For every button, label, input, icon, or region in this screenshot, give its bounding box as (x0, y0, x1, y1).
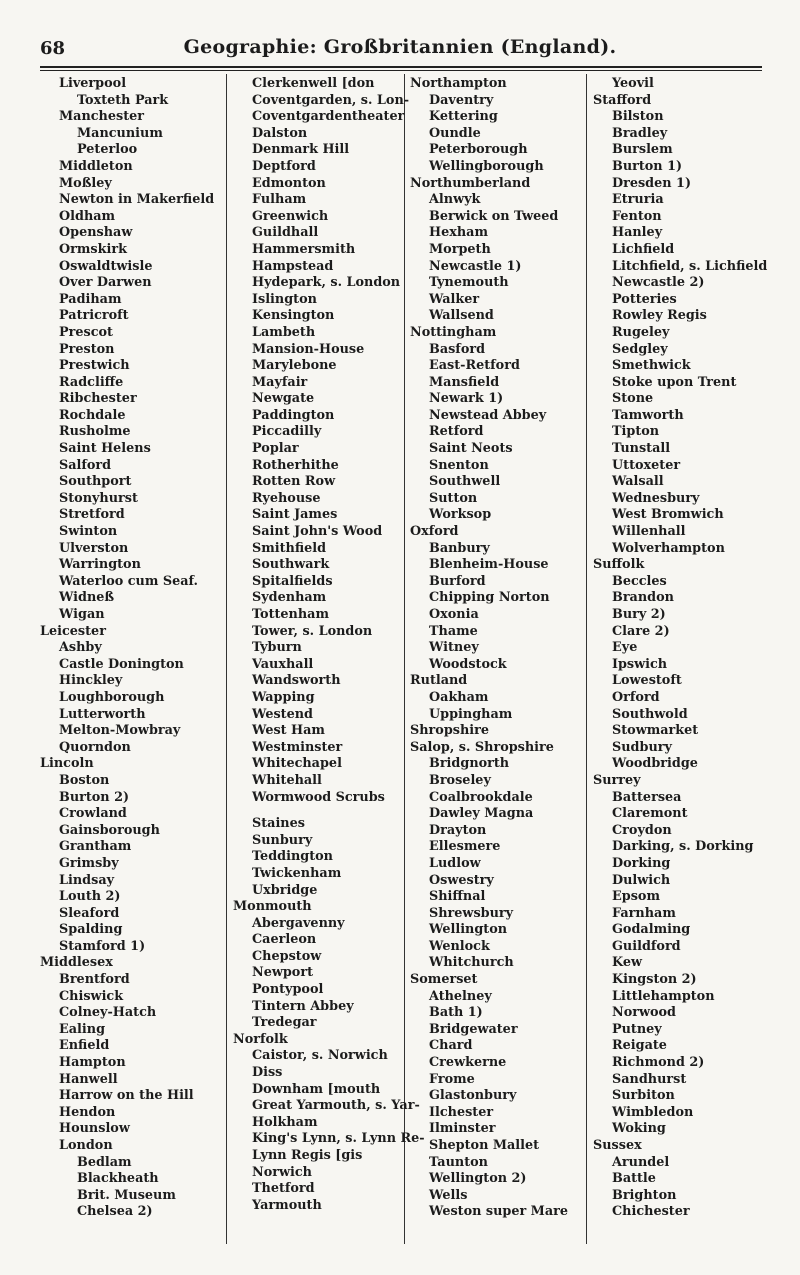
place-entry: Shepton Mallet (429, 1138, 540, 1153)
place-entry: Norwich (252, 1164, 312, 1180)
place-entry: Over Darwen (59, 275, 152, 291)
place-entry: Tintern Abbey (252, 998, 354, 1014)
place-entry: Claremont (612, 806, 688, 822)
place-entry: Whitchurch (429, 955, 514, 971)
place-entry: Moßley (59, 175, 112, 191)
place-entry: Woodbridge (612, 756, 698, 772)
place-entry: Thetford (252, 1181, 315, 1197)
county-heading: Middlesex (40, 955, 113, 971)
place-entry: East-Retford (429, 358, 520, 374)
place-entry: Burton 1) (612, 158, 683, 174)
place-entry: Uppingham (429, 706, 513, 722)
place-entry: Southwell (429, 474, 501, 490)
place-entry: Stretford (59, 507, 125, 523)
place-entry: Sunbury (252, 832, 313, 848)
place-entry: Pontypool (252, 982, 324, 998)
place-entry: Diss (252, 1065, 283, 1081)
place-entry: Yeovil (612, 76, 654, 91)
place-entry: Wormwood Scrubs (252, 789, 385, 805)
place-entry: Saint Neots (429, 441, 513, 457)
place-entry: Spitalfields (252, 573, 333, 589)
place-entry: Guildhall (252, 225, 319, 241)
county-heading: Salop, s. Shropshire (410, 739, 554, 755)
place-entry: Grimsby (59, 855, 119, 871)
place-entry: Staines (252, 816, 305, 832)
place-entry: Yarmouth (252, 1197, 322, 1213)
place-entry: Peterborough (429, 142, 528, 158)
place-entry: Hanwell (59, 1071, 118, 1087)
place-entry: Paddington (252, 407, 335, 423)
place-entry: Rotten Row (252, 474, 336, 490)
column-divider (586, 74, 587, 1244)
place-entry: Coalbrookdale (429, 789, 533, 805)
county-heading: Northampton (410, 76, 507, 91)
place-entry: Rowley Regis (612, 308, 707, 324)
place-entry: Southwold (612, 706, 688, 722)
place-entry: Castle Donington (59, 656, 184, 672)
place-entry: Tynemouth (429, 275, 509, 291)
place-entry: Sydenham (252, 590, 327, 606)
place-entry: Crewkerne (429, 1055, 507, 1071)
place-entry: Woking (612, 1121, 666, 1137)
place-entry: Quorndon (59, 739, 131, 755)
place-entry: Mansion-House (252, 341, 365, 357)
page-number: 68 (40, 38, 66, 59)
county-heading: Suffolk (593, 557, 645, 573)
place-entry: Hammersmith (252, 241, 356, 257)
place-entry: Bath 1) (429, 1005, 483, 1021)
place-entry: Potteries (612, 291, 677, 307)
place-entry: Sandhurst (612, 1071, 687, 1087)
place-entry: Boston (59, 772, 110, 788)
place-entry: Tunstall (612, 441, 671, 457)
sub-place-entry: Blackheath (77, 1171, 159, 1187)
header-rule (40, 66, 762, 71)
place-entry: Hampton (59, 1055, 126, 1071)
county-heading: Oxford (410, 524, 459, 540)
place-entry: Norwood (612, 1005, 677, 1021)
place-entry: Tredegar (252, 1015, 317, 1031)
place-entry: Uttoxeter (612, 457, 681, 473)
county-heading: Northumberland (410, 175, 531, 191)
place-entry: Lutterworth (59, 706, 146, 722)
place-entry: Daventry (429, 92, 494, 108)
place-entry: Harrow on the Hill (59, 1088, 194, 1104)
place-entry: Athelney (429, 988, 492, 1004)
place-entry: Ryehouse (252, 490, 321, 506)
sub-place-entry: Chelsea 2) (77, 1204, 153, 1220)
place-entry: Brentford (59, 972, 130, 988)
place-entry: Thame (429, 623, 478, 639)
place-entry: Berwick on Tweed (429, 208, 559, 224)
place-entry: Vauxhall (252, 656, 314, 672)
county-heading: Leicester (40, 623, 106, 639)
place-entry: Drayton (429, 822, 487, 838)
place-entry: Newport (252, 965, 313, 981)
place-entry: Chichester (612, 1204, 690, 1220)
county-heading: Nottingham (410, 324, 497, 340)
place-entry: Ashby (59, 640, 102, 656)
place-entry: Grantham (59, 839, 132, 855)
place-entry: Broseley (429, 772, 491, 788)
county-heading: Surrey (593, 772, 641, 788)
place-entry: Farnham (612, 905, 676, 921)
column-divider (226, 74, 227, 1244)
place-entry: Wells (429, 1187, 468, 1203)
place-entry: Poplar (252, 441, 299, 457)
place-entry: Burton 2) (59, 789, 130, 805)
place-entry: Fenton (612, 208, 662, 224)
place-entry: Stonyhurst (59, 490, 138, 506)
county-heading: Lincoln (40, 756, 94, 772)
place-entry: Blenheim-House (429, 557, 549, 573)
index-column-4 (593, 76, 773, 1221)
place-entry: Dawley Magna (429, 806, 534, 822)
place-entry: Twickenham (252, 865, 342, 881)
place-entry: Teddington (252, 849, 333, 865)
place-entry: Shiffnal (429, 889, 486, 905)
place-entry: Banbury (429, 540, 490, 556)
place-entry: Wigan (59, 607, 105, 622)
county-heading: Monmouth (233, 899, 312, 915)
place-entry: Wellington 2) (429, 1171, 527, 1187)
place-entry: Walker (429, 291, 480, 307)
sub-place-entry: Peterloo (77, 142, 138, 158)
place-entry: Swinton (59, 524, 118, 540)
place-entry: Weston super Mare (429, 1204, 569, 1220)
place-entry: Lichfield (612, 241, 675, 257)
place-entry: Surbiton (612, 1088, 675, 1104)
place-entry: Whitechapel (252, 756, 342, 772)
place-entry: Hexham (429, 225, 488, 241)
place-entry: Westend (252, 706, 313, 722)
place-entry: Dresden 1) (612, 175, 691, 191)
place-entry: Alnwyk (429, 192, 481, 208)
place-entry: Saint John's Wood (252, 524, 383, 540)
place-entry: Burslem (612, 142, 673, 158)
place-entry: Bridgewater (429, 1021, 518, 1037)
place-entry: Abergavenny (252, 915, 345, 931)
place-entry: Rochdale (59, 407, 126, 423)
place-entry: Coventgarden, s. Lon- (252, 92, 410, 108)
place-entry: Saint James (252, 507, 338, 523)
place-entry: Wellington (429, 922, 508, 938)
place-entry: Morpeth (429, 241, 491, 257)
place-entry: Beccles (612, 573, 667, 589)
place-entry: Worksop (429, 507, 492, 523)
place-entry: Chard (429, 1038, 473, 1054)
place-entry: Tamworth (612, 407, 684, 423)
place-entry: Melton-Mowbray (59, 723, 181, 739)
place-entry: Enfield (59, 1038, 110, 1054)
place-entry: Gainsborough (59, 822, 160, 838)
place-entry: Croydon (612, 822, 672, 838)
place-entry: Witney (429, 640, 479, 656)
place-entry: London (59, 1138, 113, 1153)
place-entry: Oswestry (429, 872, 494, 888)
sub-place-entry: Bedlam (77, 1154, 132, 1170)
place-entry: Reigate (612, 1038, 667, 1054)
index-column-3 (410, 76, 580, 1221)
place-entry: Hendon (59, 1104, 116, 1120)
place-entry: Litchfield, s. Lichfield (612, 258, 768, 274)
place-entry: Loughborough (59, 689, 165, 705)
place-entry: Newton in Makerfield (59, 192, 215, 208)
place-entry: Coventgardentheater (252, 109, 405, 125)
place-entry: Shrewsbury (429, 905, 514, 921)
place-entry: Edmonton (252, 175, 326, 191)
place-entry: Oundle (429, 125, 481, 141)
place-entry: Wednesbury (612, 490, 700, 506)
sub-place-entry: Brit. Museum (77, 1187, 176, 1203)
place-entry: Smithfield (252, 540, 327, 556)
spacer (233, 806, 403, 816)
place-entry: Patricroft (59, 308, 129, 324)
index-column-1 (40, 76, 220, 1221)
place-entry: Holkham (252, 1114, 318, 1130)
place-entry: Chiswick (59, 988, 124, 1004)
place-entry: Walsall (612, 474, 664, 490)
place-entry: Liverpool (59, 76, 127, 91)
place-entry: Stowmarket (612, 723, 699, 739)
place-entry: Uxbridge (252, 882, 318, 898)
place-entry: Smethwick (612, 358, 691, 374)
place-entry: Mayfair (252, 374, 308, 390)
place-entry: Salford (59, 457, 112, 473)
place-entry: Bradley (612, 125, 668, 141)
place-entry: Hinckley (59, 673, 123, 689)
place-entry: Woodstock (429, 656, 507, 672)
place-entry: Tyburn (252, 640, 302, 656)
place-entry: Littlehampton (612, 988, 715, 1004)
place-entry: Ipswich (612, 656, 668, 672)
place-entry: Ilchester (429, 1104, 494, 1120)
place-entry: Downham [mouth (252, 1081, 381, 1097)
county-heading: Stafford (593, 92, 652, 108)
place-entry: Warrington (59, 557, 141, 573)
place-entry: Putney (612, 1021, 662, 1037)
place-entry: West Bromwich (612, 507, 724, 523)
place-entry: Tipton (612, 424, 660, 440)
place-entry: Sleaford (59, 905, 120, 921)
place-entry: Lambeth (252, 324, 316, 340)
place-entry: Wallsend (429, 308, 494, 324)
place-entry: Oldham (59, 208, 116, 224)
place-entry: Lowestoft (612, 673, 682, 689)
place-entry: Caerleon (252, 932, 317, 948)
place-entry: Oxonia (429, 607, 479, 622)
place-entry: Clerkenwell [don (252, 76, 375, 91)
place-entry: Retford (429, 424, 484, 440)
place-entry: Spalding (59, 922, 123, 938)
place-entry: Wapping (252, 689, 315, 705)
place-entry: Hydepark, s. London (252, 275, 401, 291)
place-entry: Wellingborough (429, 158, 544, 174)
place-entry: Orford (612, 689, 660, 705)
place-entry: Lynn Regis [gis (252, 1148, 363, 1163)
place-entry: Southwark (252, 557, 330, 573)
sub-place-entry: Toxteth Park (77, 92, 169, 108)
place-entry: Richmond 2) (612, 1055, 705, 1071)
place-entry: Sedgley (612, 341, 668, 357)
place-entry: Colney-Hatch (59, 1005, 157, 1021)
place-entry: Willenhall (612, 524, 686, 540)
place-entry: Ilminster (429, 1121, 496, 1137)
place-entry: Openshaw (59, 225, 133, 241)
place-entry: Wimbledon (612, 1104, 694, 1120)
place-entry: Stone (612, 391, 654, 407)
place-entry: Oswaldtwisle (59, 258, 153, 274)
place-entry: Westminster (252, 739, 343, 755)
place-entry: Marylebone (252, 358, 337, 374)
county-heading: Sussex (593, 1138, 642, 1153)
place-entry: Frome (429, 1071, 475, 1087)
place-entry: Ealing (59, 1021, 106, 1037)
place-entry: Ulverston (59, 540, 129, 556)
place-entry: Sudbury (612, 739, 672, 755)
place-entry: Stamford 1) (59, 938, 146, 954)
index-column-2 (233, 76, 425, 1214)
place-entry: Caistor, s. Norwich (252, 1048, 388, 1064)
place-entry: Kingston 2) (612, 972, 697, 988)
place-entry: Brighton (612, 1187, 677, 1203)
place-entry: Whitehall (252, 772, 322, 788)
place-entry: Clare 2) (612, 623, 670, 639)
place-entry: Snenton (429, 457, 489, 473)
place-entry: Rugeley (612, 324, 670, 340)
place-entry: Ribchester (59, 391, 137, 407)
place-entry: Waterloo cum Seaf. (59, 573, 199, 589)
place-entry: Deptford (252, 158, 316, 174)
place-entry: Godalming (612, 922, 691, 938)
place-entry: Newark 1) (429, 391, 504, 407)
place-entry: Piccadilly (252, 424, 322, 440)
place-entry: King's Lynn, s. Lynn Re- (252, 1131, 425, 1147)
place-entry: Hanley (612, 225, 663, 241)
place-entry: Greenwich (252, 208, 329, 224)
county-heading: Norfolk (233, 1031, 288, 1047)
place-entry: Rotherhithe (252, 457, 339, 473)
place-entry: Sutton (429, 490, 478, 506)
column-divider (404, 74, 405, 1244)
place-entry: Fulham (252, 192, 307, 208)
place-entry: Rusholme (59, 424, 131, 440)
place-entry: Kew (612, 955, 642, 971)
place-entry: Newcastle 2) (612, 275, 705, 291)
place-entry: Ludlow (429, 855, 481, 871)
county-heading: Shropshire (410, 723, 490, 739)
place-entry: Mansfield (429, 374, 500, 390)
place-entry: Glastonbury (429, 1088, 517, 1104)
place-entry: Padiham (59, 291, 122, 307)
place-entry: Ellesmere (429, 839, 501, 855)
place-entry: Taunton (429, 1154, 488, 1170)
place-entry: Basford (429, 341, 486, 357)
place-entry: West Ham (252, 723, 325, 739)
place-entry: Dorking (612, 855, 671, 871)
place-entry: Bridgnorth (429, 756, 510, 772)
place-entry: Stoke upon Trent (612, 374, 737, 390)
place-entry: Prestwich (59, 358, 130, 374)
place-entry: Battersea (612, 789, 682, 805)
place-entry: Brandon (612, 590, 674, 606)
place-entry: Southport (59, 474, 132, 490)
place-entry: Tower, s. London (252, 623, 373, 639)
place-entry: Burford (429, 573, 486, 589)
place-entry: Wenlock (429, 938, 490, 954)
place-entry: Radcliffe (59, 374, 124, 390)
place-entry: Manchester (59, 109, 144, 125)
place-entry: Ormskirk (59, 241, 127, 257)
place-entry: Chipping Norton (429, 590, 550, 606)
place-entry: Epsom (612, 889, 660, 905)
place-entry: Tottenham (252, 607, 329, 622)
place-entry: Wolverhampton (612, 540, 725, 556)
place-entry: Middleton (59, 158, 133, 174)
place-entry: Arundel (612, 1154, 670, 1170)
place-entry: Denmark Hill (252, 142, 350, 158)
place-entry: Newgate (252, 391, 315, 407)
place-entry: Newstead Abbey (429, 407, 547, 423)
place-entry: Kensington (252, 308, 335, 324)
place-entry: Hampstead (252, 258, 334, 274)
county-heading: Rutland (410, 673, 468, 689)
place-entry: Louth 2) (59, 889, 121, 905)
place-entry: Islington (252, 291, 317, 307)
place-entry: Darking, s. Dorking (612, 839, 754, 855)
place-entry: Hounslow (59, 1121, 130, 1137)
place-entry: Chepstow (252, 948, 322, 964)
place-entry: Newcastle 1) (429, 258, 522, 274)
place-entry: Wandsworth (252, 673, 341, 689)
place-entry: Dalston (252, 125, 308, 141)
place-entry: Etruria (612, 192, 664, 208)
page-header (0, 30, 800, 70)
place-entry: Saint Helens (59, 441, 151, 457)
place-entry: Guildford (612, 938, 681, 954)
place-entry: Oakham (429, 689, 489, 705)
county-heading: Somerset (410, 972, 478, 988)
place-entry: Widneß (59, 590, 115, 606)
place-entry: Eye (612, 640, 638, 656)
page-title: Geographie: Großbritannien (England). (183, 36, 617, 58)
place-entry: Preston (59, 341, 115, 357)
place-entry: Great Yarmouth, s. Yar- (252, 1098, 420, 1114)
place-entry: Lindsay (59, 872, 115, 888)
place-entry: Bilston (612, 109, 664, 125)
place-entry: Bury 2) (612, 607, 666, 622)
place-entry: Battle (612, 1171, 656, 1187)
place-entry: Crowland (59, 806, 127, 822)
place-entry: Kettering (429, 109, 498, 125)
place-entry: Dulwich (612, 872, 671, 888)
sub-place-entry: Mancunium (77, 125, 163, 141)
place-entry: Prescot (59, 324, 113, 340)
